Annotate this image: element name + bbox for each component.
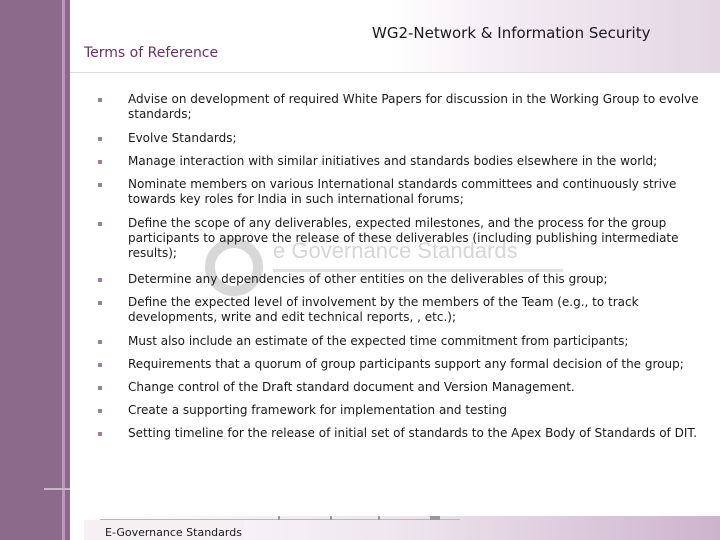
bullet-icon (98, 409, 102, 413)
list-item (98, 154, 712, 169)
list-item-text: Must also include an estimate of the expected time commitment from participants; (128, 334, 629, 348)
list-item-text: Create a supporting framework for implementation and testing (128, 403, 507, 417)
bullet-icon (98, 386, 102, 390)
left-accent-mark (44, 488, 70, 490)
left-accent-stripe (62, 0, 65, 540)
list-item (98, 295, 712, 325)
footer-label: E-Governance Standards (105, 526, 242, 539)
list-item-text: Setting timeline for the release of initial set of standards to the Apex Body of Standards of DIT. (128, 426, 698, 440)
watermark-text: e Governance Standards (273, 238, 518, 263)
bullet-icon (98, 432, 102, 436)
list-item (98, 357, 712, 372)
list-item (98, 426, 712, 441)
list-item (98, 177, 712, 207)
footer-tick-mark (430, 516, 440, 520)
list-item-text: Define the expected level of involvement by the members of the Team (e.g., to track developments, write and edit technical reports, , etc.); (128, 295, 639, 324)
bullet-icon (98, 278, 102, 282)
header-divider (70, 72, 720, 73)
list-item (98, 403, 712, 418)
slide-header-title: WG2-Network & Information Security (372, 24, 651, 42)
footer-tick-mark (378, 516, 380, 520)
list-item-text: Evolve Standards; (128, 131, 237, 145)
list-item-text: Define the scope of any deliverables, expected milestones, and the process for the group participants to approve the release of these deliverables (including publishing intermediate results); (128, 216, 679, 260)
list-item (98, 216, 712, 261)
list-item (98, 334, 712, 349)
bullet-icon (98, 137, 102, 141)
bullet-icon (98, 222, 102, 226)
footer-tick-mark (330, 516, 332, 520)
list-item (98, 131, 712, 146)
list-item-text: Manage interaction with similar initiatives and standards bodies elsewhere in the world; (128, 154, 658, 168)
bullet-icon (98, 340, 102, 344)
list-item (98, 272, 712, 287)
bullet-icon (98, 301, 102, 305)
list-item-text: Change control of the Draft standard document and Version Management. (128, 380, 575, 394)
list-item-text: Requirements that a quorum of group participants support any formal decision of the group; (128, 357, 684, 371)
bullet-icon (98, 183, 102, 187)
list-item-text: Determine any dependencies of other entities on the deliverables of this group; (128, 272, 608, 286)
section-title: Terms of Reference (84, 45, 219, 61)
footer-tick-mark (278, 516, 280, 520)
list-item (98, 380, 712, 395)
list-item (98, 92, 712, 122)
bullet-icon (98, 160, 102, 164)
list-item-text: Nominate members on various International standards committees and continuously strive towards key roles for India in such international forums; (128, 177, 677, 206)
bullet-icon (98, 98, 102, 102)
left-accent-bar (0, 0, 70, 540)
list-item-text: Advise on development of required White Papers for discussion in the Working Group to evolve standards; (128, 92, 699, 121)
bullet-icon (98, 363, 102, 367)
